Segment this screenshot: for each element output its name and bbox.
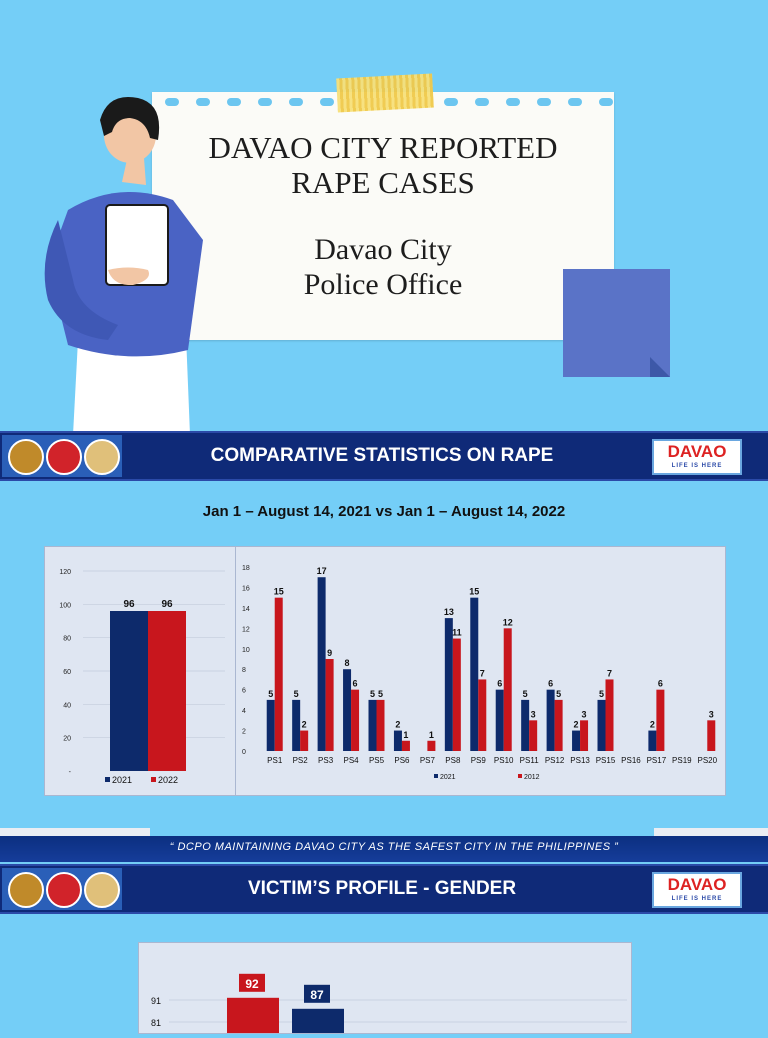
y-tick-label: 91 (150, 996, 161, 1006)
x-tick-label: PS6 (394, 756, 410, 765)
x-tick-label: PS3 (318, 756, 334, 765)
x-tick-label: PS19 (672, 756, 692, 765)
person-illustration (38, 90, 213, 435)
y-tick-label: 100 (59, 602, 71, 610)
davao-seal-icon (84, 439, 120, 475)
data-label: 7 (606, 668, 613, 679)
bar (227, 998, 279, 1033)
slide-title-line1: DAVAO CITY REPORTED (208, 130, 558, 165)
data-label: 1 (403, 729, 409, 740)
police-seals (2, 435, 122, 477)
quote-strip-accent-right (654, 828, 768, 836)
data-label: 2 (395, 719, 401, 730)
data-label: 92 (245, 976, 259, 991)
quote-strip (0, 836, 768, 862)
data-label: 2 (649, 719, 655, 730)
bar-2012 (377, 700, 385, 751)
slide-subtitle-line2: Police Office (303, 268, 463, 301)
x-tick-label: PS9 (470, 756, 486, 765)
bar-2021 (648, 731, 656, 751)
bar-2021 (369, 700, 377, 751)
bar-2021 (572, 731, 580, 751)
data-label: 3 (581, 709, 587, 720)
police-badge-icon (46, 872, 82, 908)
bar-2012 (606, 679, 614, 751)
legend-label: 2021 (112, 775, 133, 785)
y-tick-label: 81 (150, 1018, 161, 1028)
station-cases-chart-svg (236, 547, 725, 795)
legend-swatch-2021 (105, 777, 110, 782)
x-tick-label: PS1 (267, 756, 283, 765)
bar-2012 (427, 741, 435, 751)
data-label: 2 (573, 719, 579, 730)
x-tick-label: PS2 (292, 756, 308, 765)
station-cases-chart (235, 546, 726, 796)
banner-title: VICTIM’S PROFILE - GENDER (247, 878, 517, 899)
bar-2012 (453, 639, 461, 751)
bar-2021 (292, 700, 300, 751)
banner-comparative-statistics (0, 431, 768, 481)
bar-2022 (148, 611, 186, 771)
legend-swatch-2012 (518, 774, 522, 778)
bar-2012 (555, 700, 563, 751)
bar-2021 (343, 669, 351, 751)
bar-2021 (521, 700, 529, 751)
y-tick-label: 80 (63, 635, 71, 643)
police-seals (2, 868, 122, 910)
data-label: 15 (469, 586, 480, 597)
data-label: 9 (327, 648, 333, 658)
bar-2012 (478, 679, 486, 751)
y-tick-label: 60 (63, 669, 71, 676)
bar-2012 (504, 628, 512, 751)
slide-title (152, 130, 614, 200)
bar-2012 (529, 720, 537, 751)
bar-2012 (656, 690, 664, 751)
davao-seal-icon (84, 872, 120, 908)
data-label: 17 (316, 566, 327, 577)
y-tick-label: 18 (242, 565, 250, 572)
davao-logo-tagline: LIFE IS HERE (671, 463, 723, 469)
x-tick-label: PS8 (445, 756, 461, 765)
y-tick-label: 10 (242, 646, 250, 654)
slide-title-line2: RAPE CASES (291, 165, 475, 200)
bar-2012 (707, 720, 715, 751)
y-tick-label: 2 (242, 728, 246, 736)
y-tick-label: 4 (242, 708, 246, 716)
bar-2021 (445, 618, 453, 751)
davao-logo-text: DAVAO (667, 875, 727, 894)
data-label: 6 (657, 678, 663, 689)
gender-chart-svg (139, 943, 631, 1033)
city-seal-icon (8, 439, 44, 475)
y-tick-label: 8 (242, 667, 246, 675)
data-label: 1 (428, 729, 434, 740)
davao-logo (652, 439, 742, 475)
data-label: 2 (301, 719, 307, 730)
y-tick-label: 120 (59, 569, 71, 576)
bar-2012 (351, 690, 359, 751)
x-tick-label: PS7 (419, 756, 435, 765)
bar-2012 (402, 741, 410, 751)
data-label: 5 (377, 688, 384, 699)
y-tick-label: 40 (63, 702, 71, 710)
x-tick-label: PS10 (493, 756, 514, 765)
sticky-note-fold (650, 357, 670, 377)
davao-logo-text: DAVAO (667, 442, 727, 461)
data-label: 6 (352, 678, 358, 689)
y-tick-label: 20 (63, 735, 71, 743)
x-tick-label: PS4 (343, 756, 359, 765)
y-tick-label: 12 (242, 626, 250, 634)
legend-label: 2022 (158, 775, 179, 785)
x-tick-label: PS17 (646, 756, 667, 765)
data-label: 6 (548, 678, 554, 689)
bar-2021 (318, 577, 326, 751)
x-tick-label: PS5 (368, 756, 385, 765)
data-label: 5 (556, 688, 562, 699)
data-label: 96 (123, 599, 135, 610)
bar-2012 (300, 731, 308, 751)
data-label: 5 (268, 688, 274, 699)
data-label: 3 (530, 709, 536, 720)
legend-swatch-2021 (434, 774, 438, 778)
banner-victim-profile (0, 864, 768, 914)
davao-logo (652, 872, 742, 908)
bar-2012 (275, 598, 283, 751)
date-range-label: Jan 1 – August 14, 2021 vs Jan 1 – August 14, 2022 (202, 503, 566, 520)
data-label: 5 (369, 688, 376, 699)
x-tick-label: PS20 (697, 756, 718, 765)
bar-2012 (580, 720, 588, 751)
data-label: 87 (310, 987, 324, 1002)
data-label: 8 (344, 658, 350, 669)
tape-decoration (336, 74, 434, 113)
quote-strip-accent-left (0, 828, 150, 836)
bar-2021 (110, 611, 148, 771)
total-cases-chart (44, 546, 236, 796)
bar-2021 (394, 731, 402, 751)
bar-2021 (547, 690, 555, 751)
legend-label: 2012 (524, 774, 540, 781)
data-label: 13 (443, 607, 454, 618)
x-tick-label: PS16 (621, 756, 641, 765)
legend-swatch-2022 (151, 777, 156, 782)
legend-label: 2021 (440, 774, 456, 781)
gender-chart (138, 942, 632, 1034)
total-cases-chart-svg (45, 547, 235, 795)
bar-2021 (267, 700, 275, 751)
data-label: 5 (293, 688, 299, 699)
data-label: 11 (452, 627, 462, 638)
slide-subtitle (152, 232, 614, 302)
data-label: 6 (497, 678, 503, 689)
data-label: 96 (161, 599, 173, 610)
data-label: 5 (598, 688, 605, 699)
data-label: 12 (502, 617, 513, 628)
y-tick-label: 14 (242, 605, 250, 613)
x-tick-label: PS15 (595, 756, 616, 765)
x-tick-label: PS12 (544, 756, 565, 765)
bar-2012 (326, 659, 334, 751)
data-label: 7 (479, 668, 485, 679)
bar (292, 1009, 344, 1033)
y-tick-label: 16 (242, 585, 250, 593)
bar-2021 (598, 700, 606, 751)
x-tick-label: PS13 (570, 756, 590, 765)
davao-logo-tagline: LIFE IS HERE (671, 896, 723, 902)
data-label: 15 (273, 586, 284, 597)
x-tick-label: PS11 (519, 756, 539, 765)
city-seal-icon (8, 872, 44, 908)
bar-2021 (470, 598, 478, 751)
y-tick-label: 6 (242, 687, 246, 695)
police-badge-icon (46, 439, 82, 475)
slide-subtitle-line1: Davao City (314, 233, 452, 266)
data-label: 5 (522, 688, 528, 699)
bar-2021 (496, 690, 504, 751)
data-label: 3 (708, 709, 714, 720)
y-tick-label: 0 (242, 749, 246, 756)
quote-text: “ DCPO MAINTAINING DAVAO CITY AS THE SAFEST CITY IN THE PHILIPPINES ” (169, 841, 619, 853)
y-tick-label: - (68, 769, 71, 776)
banner-title: COMPARATIVE STATISTICS ON RAPE (210, 445, 554, 466)
